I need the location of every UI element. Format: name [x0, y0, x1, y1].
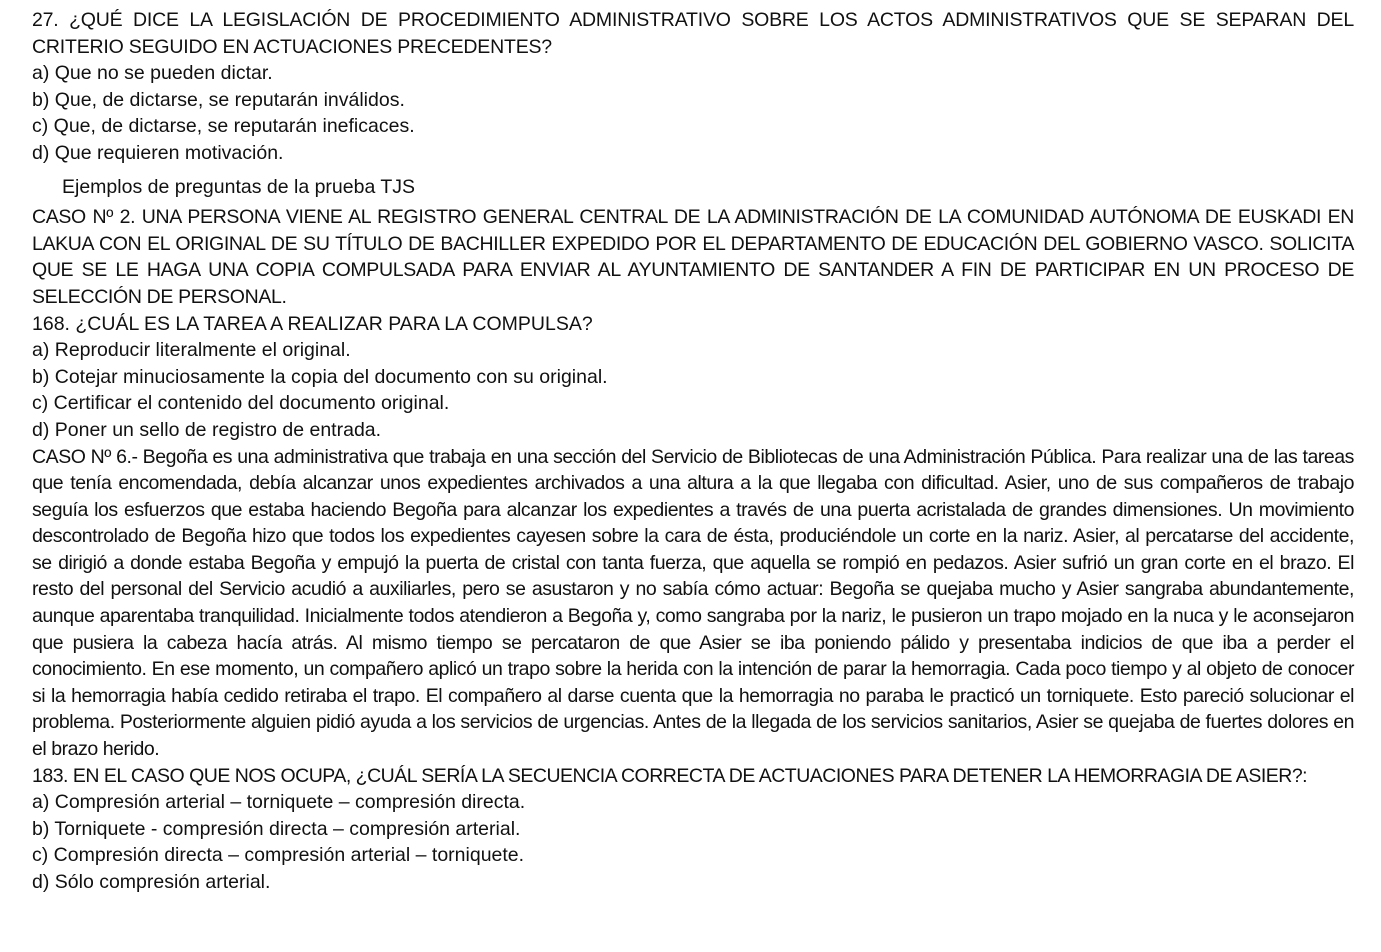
question-27-option-b: b) Que, de dictarse, se reputarán inválidos.	[32, 88, 405, 111]
question-183-option-b: b) Torniquete - compresión directa – compresión arterial.	[32, 817, 521, 840]
question-27	[32, 7, 1354, 167]
question-183-text: 183. EN EL CASO QUE NOS OCUPA, ¿CUÁL SERÍA LA SECUENCIA CORRECTA DE ACTUACIONES PARA DETENER LA HEMORRAGIA DE ASIER?:	[32, 764, 1308, 787]
question-27-option-d: d) Que requieren motivación.	[32, 141, 284, 164]
question-168-option-b: b) Cotejar minuciosamente la copia del documento con su original.	[32, 365, 608, 388]
question-27-text: 27. ¿QUÉ DICE LA LEGISLACIÓN DE PROCEDIMIENTO ADMINISTRATIVO SOBRE LOS ACTOS ADMINISTRATIVOS QUE SE SEPARAN DEL CRITERIO SEGUIDO EN ACTUACIONES PRECEDENTES?	[32, 9, 1354, 58]
caso-6	[32, 444, 1354, 763]
document-page	[32, 7, 1354, 896]
question-168-option-c: c) Certificar el contenido del documento original.	[32, 392, 450, 415]
question-183-option-d: d) Sólo compresión arterial.	[32, 871, 271, 893]
question-183	[32, 763, 1354, 896]
question-27-option-a: a) Que no se pueden dictar.	[32, 62, 273, 85]
question-183-option-c: c) Compresión directa – compresión arterial – torniquete.	[32, 844, 525, 867]
section-title: Ejemplos de preguntas de la prueba TJS	[62, 175, 416, 198]
question-168-text: 168. ¿CUÁL ES LA TAREA A REALIZAR PARA LA COMPULSA?	[32, 312, 593, 335]
question-27-option-c: c) Que, de dictarse, se reputarán ineficaces.	[32, 115, 415, 138]
question-183-option-a: a) Compresión arterial – torniquete – compresión directa.	[32, 791, 526, 814]
question-168-option-d: d) Poner un sello de registro de entrada.	[32, 418, 382, 441]
question-168	[32, 311, 1354, 444]
question-168-option-a: a) Reproducir literalmente el original.	[32, 339, 351, 362]
caso-6-text: CASO Nº 6.- Begoña es una administrativa que trabaja en una sección del Servicio de Bibliotecas de una Administración Pública. Para realizar una de las tareas que tenía encomendada, debía alcanzar unos expedientes archivados a una altura a la que llegaba con dificultad. Asier, uno de sus compañeros de trabajo seguía los esfuerzos que estaba haciendo Begoña para alcanzar los expedientes a través de una puerta acristalada de grandes dimensiones. Un movimiento descontrolado de Begoña hizo que todos los expedientes cayesen sobre la cara de ésta, produciéndole un corte en la nariz. Asier, al percatarse del accidente, se dirigió a donde estaba Begoña y empujó la puerta de cristal con tanta fuerza, que aquella se rompió en pedazos. Asier sufrió un gran corte en el brazo. El resto del personal del Servicio acudió a auxiliarles, pero se asustaron y no sabía cómo actuar: Begoña se quejaba mucho y Asier sangraba abundantemente, aunque aparentaba tranquilidad. Inicialmente todos atendieron a Begoña y, como sangraba por la nariz, le pusieron un trapo mojado en la nuca y le aconsejaron que pusiera la cabeza hacía atrás. Al mismo tiempo se percataron de que Asier se iba poniendo pálido y presentaba indicios de que iba a perder el conocimiento. En ese momento, un compañero aplicó un trapo sobre la herida con la intención de parar la hemorragia. Cada poco tiempo y al objeto de conocer si la hemorragia había cedido retiraba el trapo. El compañero al darse cuenta que la hemorragia no paraba le practicó un torniquete. Esto pareció solucionar el problema. Posteriormente alguien pidió ayuda a los servicios de urgencias. Antes de la llegada de los servicios sanitarios, Asier se quejaba de fuertes dolores en el brazo herido.	[32, 445, 1354, 761]
caso-2	[32, 204, 1354, 310]
caso-2-text: CASO Nº 2. UNA PERSONA VIENE AL REGISTRO GENERAL CENTRAL DE LA ADMINISTRACIÓN DE LA COMUNIDAD AUTÓNOMA DE EUSKADI EN LAKUA CON EL ORIGINAL DE SU TÍTULO DE BACHILLER EXPEDIDO POR EL DEPARTAMENTO DE EDUCACIÓN DEL GOBIERNO VASCO. SOLICITA QUE SE LE HAGA UNA COPIA COMPULSADA PARA ENVIAR AL AYUNTAMIENTO DE SANTANDER A FIN DE PARTICIPAR EN UN PROCESO DE SELECCIÓN DE PERSONAL.	[32, 206, 1354, 308]
